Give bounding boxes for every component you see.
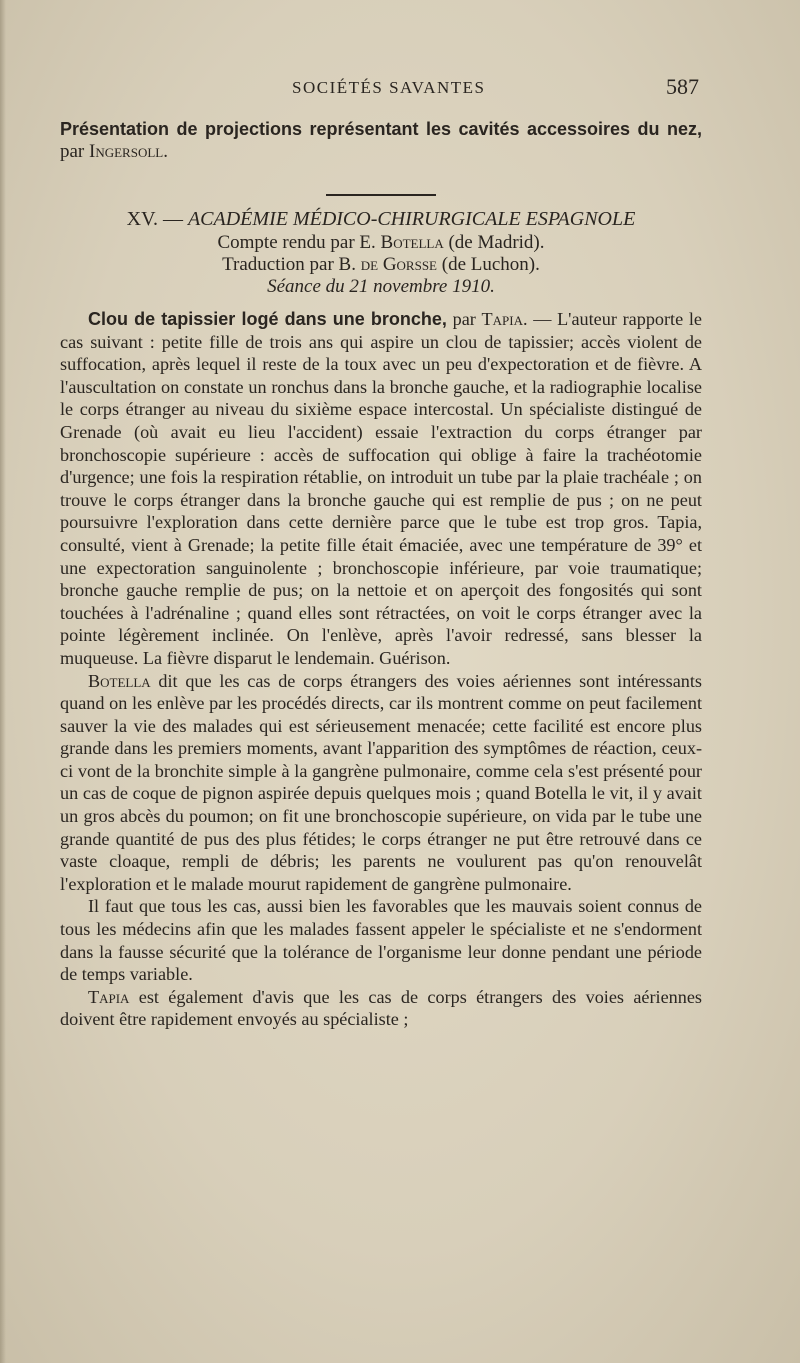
presentation-author: Ingersoll. xyxy=(89,141,168,162)
page-number: 587 xyxy=(666,74,699,99)
presentation-title: Présentation de projections représentant les cavités accessoires du nez, xyxy=(60,119,702,139)
presentation-by: par xyxy=(60,141,85,162)
section-number: XV. — xyxy=(126,208,183,230)
session-date: Séance du 21 novembre 1910. xyxy=(267,276,495,297)
report-author: Botella xyxy=(380,232,444,253)
article-author: Tapia. xyxy=(481,309,528,329)
presentation-entry xyxy=(60,118,702,163)
paragraph-2: Botella dit que les cas de corps étrangers des voies aériennes sont intéressants quand on les enlève par les procédés directs, car ils montrent comme on peut facilement sauver la vie des malades qui est sérieusement menacée; cette facilité est encore plus grande dans les premiers moments, avant l'apparition des symptômes de réaction, ceux-ci vont de la bronchite simple à la gangrène pulmonaire, comme cela s'est présenté pour un cas de coque de pignon aspirée depuis quelques mois ; quand Botella le vit, il y avait un gros abcès du poumon; on fit une bronchoscopie supérieure, on vida par le tube une grande quantité de pus des plus fétides; le corps étranger ne put être retrouvé dans ce vaste cloaque, rempli de débris; les parents ne voulurent pas qu'on renouvelât l'exploration et le malade mourut rapidement de gangrène pulmonaire. xyxy=(60,670,702,894)
paragraph-3: Il faut que tous les cas, aussi bien les favorables que les mauvais soient connus de tous les médecins afin que les malades fassent appeler le spécialiste et ne s'endorment dans la fausse sécurité que la tolérance de l'organisme leur donne pendant une période de temps variable. xyxy=(60,896,702,985)
section-title: ACADÉMIE MÉDICO-CHIRURGICALE ESPAGNOLE xyxy=(187,208,636,230)
paragraph-1: Clou de tapissier logé dans une bronche, par Tapia. — L'auteur rapporte le cas suivant : petite fille de trois ans qui aspire un clou de tapissier; accès violent de suffocation, après lequel il reste de la toux avec un peu d'expectoration et de fièvre. A l'auscultation on constate un ronchus dans la bronche gauche, et la radiographie localise le corps étranger au niveau du sixième espace intercostal. Un spécialiste distingué de Grenade (où avait eu lieu l'accident) essaie l'extraction du corps étranger par bronchoscopie supérieure : accès de suffocation qui oblige à faire la trachéotomie d'urgence; une fois la respiration rétablie, on introduit un tube par la plaie trachéale ; on trouve le corps étranger dans la bronche gauche qui est remplie de pus ; on ne peut poursuivre l'exploration dans cette dernière parce que le tube est trop gros. Tapia, consulté, vient à Grenade; la petite fille était émaciée, avec une température de 39° et une expectoration sanguinolente ; bronchoscopie inférieure, par voie traumatique; bronche gauche remplie de pus; on la nettoie et on aperçoit des fongosités qui sont touchées à l'adrénaline ; quand elles sont rétractées, on voit le corps étranger avec la pointe légèrement inclinée. On l'enlève, après l'avoir redressé, sans blesser la muqueuse. La fièvre disparut le lendemain. Guérison. xyxy=(60,309,702,668)
running-title: SOCIÉTÉS SAVANTES xyxy=(292,78,486,97)
article-body xyxy=(60,308,702,1031)
section-divider xyxy=(326,194,436,196)
section-heading xyxy=(60,207,702,232)
article-title: Clou de tapissier logé dans une bronche, xyxy=(88,309,447,329)
translator-name: Gorsse xyxy=(382,254,437,275)
page-header xyxy=(0,74,800,104)
page-content xyxy=(60,118,702,1031)
paragraph-4: Tapia est également d'avis que les cas de corps étrangers des voies aériennes doivent être rapidement envoyés au spécialiste ; xyxy=(60,986,702,1030)
translation-credit: Traduction par B. de Gorsse (de Luchon). xyxy=(222,254,540,275)
report-credit: Compte rendu par E. Botella (de Madrid). xyxy=(217,232,545,253)
section-header xyxy=(60,207,702,298)
